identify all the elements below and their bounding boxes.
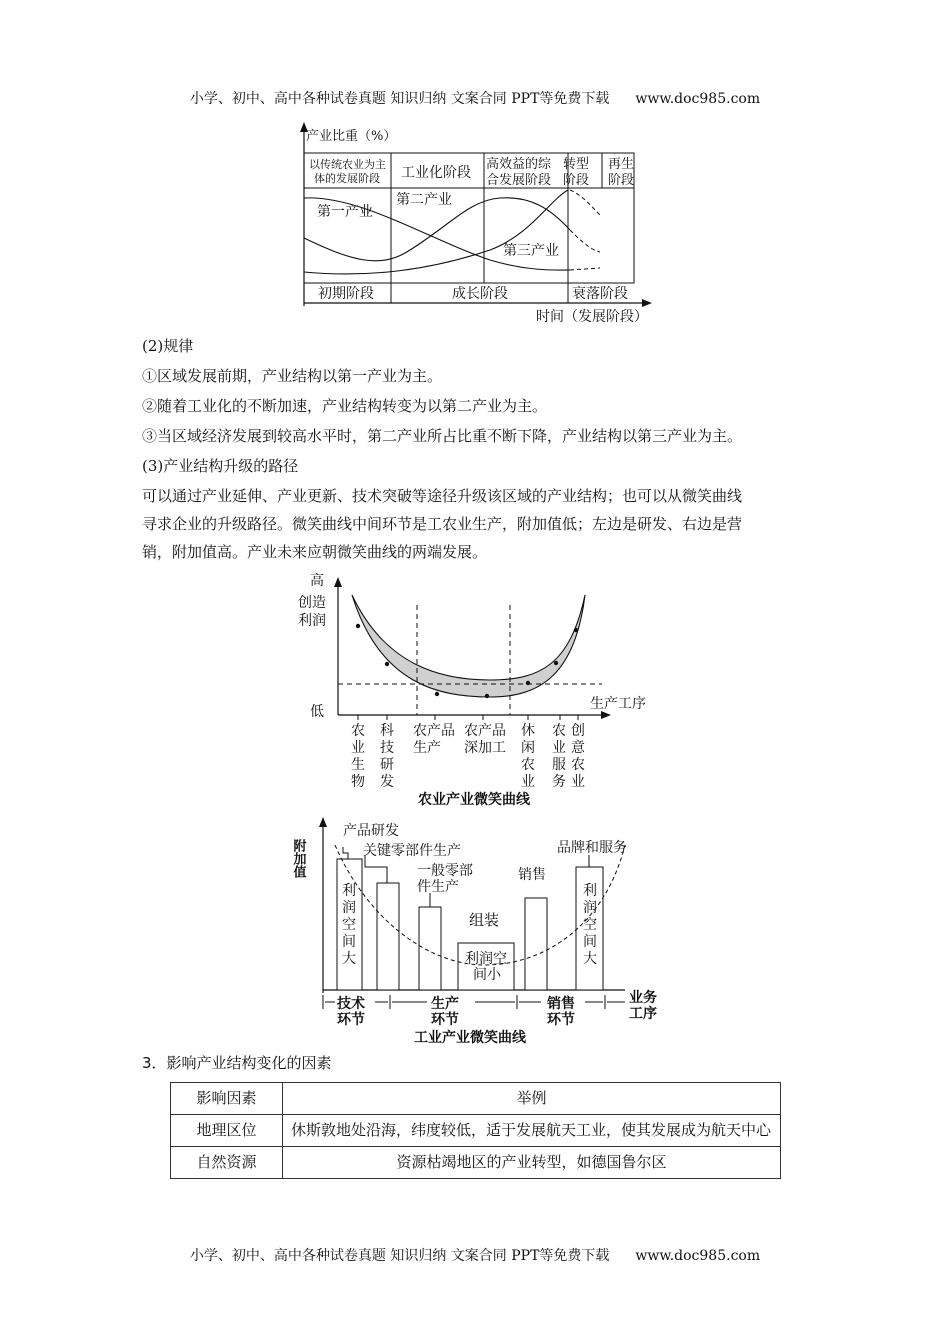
segment-tech-1: 技术 xyxy=(337,996,365,1012)
agri-label-leisure-1: 休 xyxy=(521,723,535,739)
profit-big-right-1: 利 xyxy=(583,883,597,899)
agri-y-label-2: 利润 xyxy=(298,613,326,629)
agri-category-labels xyxy=(351,722,585,790)
stage-3-line2: 合发展阶段 xyxy=(486,173,552,188)
agri-chart-title: 农业产业微笑曲线 xyxy=(418,792,530,808)
profit-big-left-4: 间 xyxy=(342,934,356,950)
row-factor: 地理区位 xyxy=(171,1115,283,1147)
profit-big-right xyxy=(583,882,597,967)
profit-big-right-3: 空 xyxy=(583,917,597,933)
agri-label-prod-2: 生产 xyxy=(413,740,441,756)
agri-point xyxy=(485,694,489,698)
agri-label-prod-1: 农产品 xyxy=(413,723,455,739)
agri-x-arrow xyxy=(601,711,611,719)
ind-chart-title: 工业产业微笑曲线 xyxy=(414,1030,526,1046)
agri-label-bio-2: 业 xyxy=(351,740,365,756)
ind-label-brand: 品牌和服务 xyxy=(557,840,627,856)
header-text: 小学、初中、高中各种试卷真题 知识归纳 文案合同 PPT等免费下载 xyxy=(189,91,610,107)
agri-smile-curve-chart xyxy=(290,565,670,810)
agri-label-rd-3: 研 xyxy=(380,757,394,773)
primary-curve-dash xyxy=(570,268,600,270)
agri-label-creative-3: 农 xyxy=(571,757,585,773)
ind-label-assembly: 组装 xyxy=(469,911,500,929)
upgrade-paragraph xyxy=(142,482,812,566)
page-footer xyxy=(0,1245,950,1265)
phase-initial: 初期阶段 xyxy=(318,286,374,302)
profit-big-left xyxy=(342,882,356,967)
upgrade-line-1: 可以通过产业延伸、产业更新、技术突破等途径升级该区域的产业结构；也可以从微笑曲线 xyxy=(142,487,743,505)
agri-label-creative-1: 创 xyxy=(571,723,585,739)
stage-4-line1: 转型 xyxy=(563,157,590,172)
bar-general-parts xyxy=(419,907,441,990)
ind-label-rd: 产品研发 xyxy=(343,823,399,839)
page-header xyxy=(0,88,950,108)
agri-point xyxy=(356,624,360,628)
agri-label-creative-2: 意 xyxy=(571,740,585,756)
table-header-row xyxy=(171,1083,781,1115)
industry-stage-chart xyxy=(290,120,670,330)
curve-label-secondary: 第二产业 xyxy=(396,192,452,208)
agri-label-rd-1: 科 xyxy=(380,723,394,739)
agri-label-service-3: 服 xyxy=(552,757,566,773)
table-row xyxy=(171,1115,781,1147)
upgrade-line-3: 销，附加值高。产业未来应朝微笑曲线的两端发展。 xyxy=(142,543,488,561)
industry-smile-curve-chart xyxy=(290,815,670,1047)
agri-y-low: 低 xyxy=(310,704,324,720)
curve-label-primary: 第一产业 xyxy=(317,204,373,220)
segment-prod-1: 生产 xyxy=(431,996,459,1012)
rules-heading: (2)规律 xyxy=(142,337,194,355)
row-example: 休斯敦地处沿海，纬度较低，适于发展航天工业，使其发展成为航天中心 xyxy=(283,1115,781,1147)
table-row xyxy=(171,1147,781,1179)
callout-key-parts xyxy=(365,855,387,883)
segment-markers xyxy=(323,995,625,1009)
agri-label-rd-4: 发 xyxy=(380,774,394,790)
profit-big-left-3: 空 xyxy=(342,917,356,933)
agri-y-high: 高 xyxy=(310,573,324,589)
bar-sales xyxy=(525,898,547,990)
agri-label-creative-4: 业 xyxy=(571,774,585,790)
upgrade-heading: (3)产业结构升级的路径 xyxy=(142,457,299,475)
ind-label-general-2: 件生产 xyxy=(417,879,459,895)
ind-y-label: 附加值 xyxy=(290,839,306,878)
agri-label-bio-1: 农 xyxy=(351,723,365,739)
section3-title: 3．影响产业结构变化的因素 xyxy=(142,1054,332,1072)
phase-growth: 成长阶段 xyxy=(452,286,508,302)
agri-label-rd-2: 技 xyxy=(380,740,394,756)
rule-3: ③当区域经济发展到较高水平时，第二产业所占比重不断下降，产业结构以第三产业为主。 xyxy=(142,427,743,445)
row-example: 资源枯竭地区的产业转型，如德国鲁尔区 xyxy=(283,1147,781,1179)
agri-x-label: 生产工序 xyxy=(590,696,646,712)
row-factor: 自然资源 xyxy=(171,1147,283,1179)
col-factor: 影响因素 xyxy=(171,1083,283,1115)
segment-sales-2: 环节 xyxy=(547,1012,575,1028)
factor-table xyxy=(170,1082,781,1179)
profit-big-right-5: 大 xyxy=(583,951,597,967)
segment-sales-1: 销售 xyxy=(547,996,575,1012)
profit-big-right-4: 间 xyxy=(583,934,597,950)
stage-y-label: 产业比重（%） xyxy=(306,129,397,144)
agri-label-service-4: 务 xyxy=(552,774,566,790)
agri-smile-band xyxy=(352,595,585,697)
profit-big-right-2: 润 xyxy=(583,900,597,916)
stage-x-label: 时间（发展阶段） xyxy=(536,309,648,325)
profit-small-2: 间小 xyxy=(473,967,501,983)
profit-big-left-1: 利 xyxy=(342,883,356,899)
bar-key-parts xyxy=(377,883,399,990)
profit-small-1: 利润空 xyxy=(465,951,507,967)
agri-label-proc-2: 深加工 xyxy=(464,740,506,756)
stage-1-line2: 体的发展阶段 xyxy=(314,172,380,185)
ind-x-label-1: 业务 xyxy=(629,990,657,1006)
agri-label-proc-1: 农产品 xyxy=(464,723,506,739)
segment-prod-2: 环节 xyxy=(431,1012,459,1028)
agri-label-bio-3: 生 xyxy=(351,757,365,773)
agri-label-bio-4: 物 xyxy=(351,774,365,790)
upgrade-line-2: 寻求企业的升级路径。微笑曲线中间环节是工农业生产，附加值低；左边是研发、右边是营 xyxy=(142,515,743,533)
stage-3-line1: 高效益的综 xyxy=(486,157,552,172)
ind-y-arrow xyxy=(319,817,327,827)
stage-4-line2: 阶段 xyxy=(563,173,590,188)
agri-point xyxy=(435,692,439,696)
rule-1: ①区域发展前期，产业结构以第一产业为主。 xyxy=(142,367,443,385)
stage-5-line1: 再生 xyxy=(608,157,635,172)
agri-ticks xyxy=(358,715,578,720)
stage-1-line1: 以传统农业为主 xyxy=(309,158,386,171)
callout-rd xyxy=(343,847,348,859)
header-site-link[interactable]: www.doc985.com xyxy=(635,91,761,107)
agri-point xyxy=(385,662,389,666)
segment-tech-2: 环节 xyxy=(337,1012,365,1028)
stage-x-arrow xyxy=(642,299,652,307)
col-example: 举例 xyxy=(283,1083,781,1115)
ind-x-label-2: 工序 xyxy=(629,1006,657,1022)
ind-label-key-parts: 关键零部件生产 xyxy=(363,843,461,859)
agri-y-arrow xyxy=(334,577,342,587)
agri-label-leisure-4: 业 xyxy=(521,774,535,790)
footer-text: 小学、初中、高中各种试卷真题 知识归纳 文案合同 PPT等免费下载 xyxy=(189,1248,610,1264)
profit-big-left-2: 润 xyxy=(342,900,356,916)
footer-site-link[interactable]: www.doc985.com xyxy=(635,1248,761,1264)
stage-5-line2: 阶段 xyxy=(608,173,635,188)
phase-decline: 衰落阶段 xyxy=(572,286,628,302)
agri-point xyxy=(574,628,578,632)
agri-label-service-2: 业 xyxy=(552,740,566,756)
agri-point xyxy=(526,681,530,685)
tertiary-curve-dash xyxy=(570,190,600,215)
ind-label-sales: 销售 xyxy=(518,867,546,883)
agri-y-label-1: 创造 xyxy=(298,595,326,611)
profit-big-left-5: 大 xyxy=(342,951,356,967)
rule-2: ②随着工业化的不断加速，产业结构转变为以第二产业为主。 xyxy=(142,397,548,415)
stage-2: 工业化阶段 xyxy=(401,165,471,181)
agri-label-leisure-2: 闲 xyxy=(521,740,535,756)
ind-label-general-1: 一般零部 xyxy=(417,863,473,879)
curve-label-tertiary: 第三产业 xyxy=(503,243,559,259)
secondary-curve-dash xyxy=(570,230,600,252)
agri-label-leisure-3: 农 xyxy=(521,757,535,773)
agri-point xyxy=(554,661,558,665)
agri-label-service-1: 农 xyxy=(552,723,566,739)
